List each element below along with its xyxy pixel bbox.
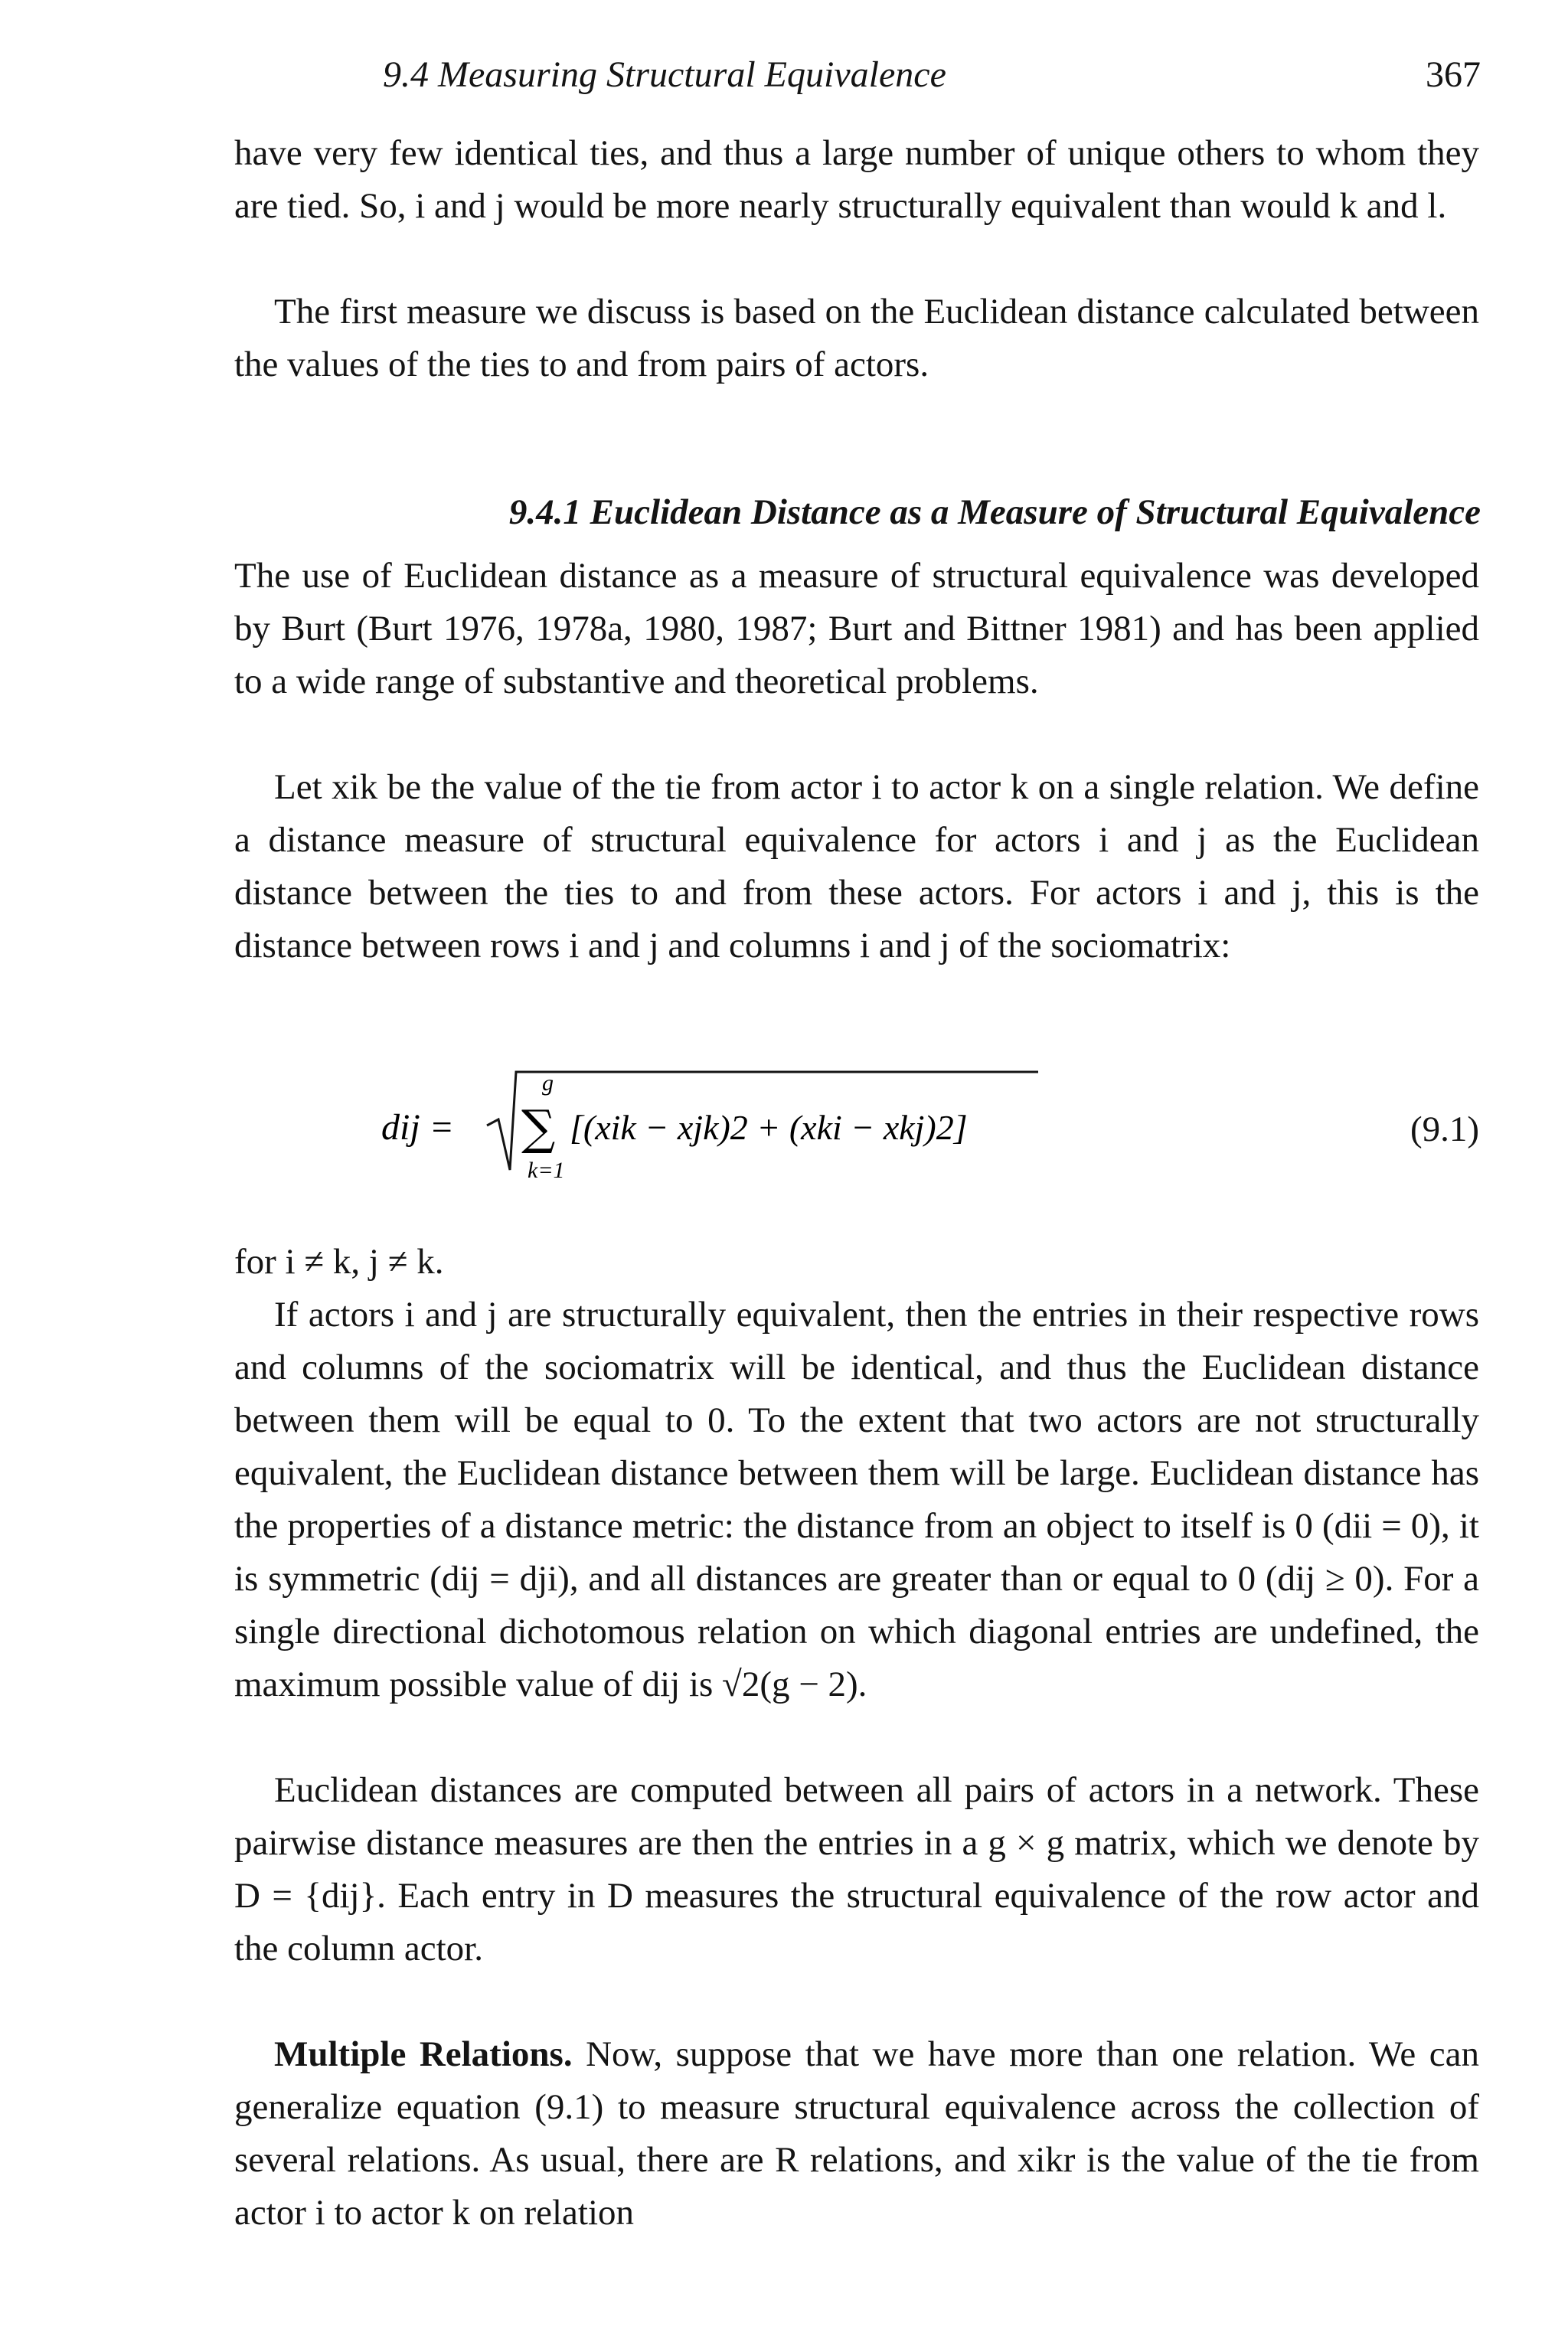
equation-body: [(xik − xjk)2 + (xki − xkj)2] xyxy=(570,1108,968,1147)
paragraph-multiple-relations xyxy=(234,2028,1479,2240)
equation-9-1 xyxy=(234,1049,1479,1225)
equation-formula xyxy=(234,1049,1306,1225)
equation-number: (9.1) xyxy=(1410,1109,1479,1149)
page-header xyxy=(383,54,1481,100)
paragraph-distance-matrix: Euclidean distances are computed between all pairs of actors in a network. These pairwise distance measures are then the entries in a g × g matrix, which we denote by D = {dij}. Each entry in D measures the structural equivalence of the row actor and the column actor. xyxy=(234,1770,1479,1968)
sigma-symbol: ∑ xyxy=(521,1099,556,1155)
sum-lower-limit: k=1 xyxy=(528,1158,565,1183)
paragraph-burt: The use of Euclidean distance as a measure of structural equivalence was developed by Burt (Burt 1976, 1978a, 1980, 1987; Burt and Bittner 1981) and has been applied to a wide range of substantive and theoretical problems. xyxy=(234,556,1479,701)
page-number: 367 xyxy=(1426,54,1481,95)
paragraph-definition: Let xik be the value of the tie from actor i to actor k on a single relation. We define a distance measure of structural equivalence for actors i and j as the Euclidean distance between the ties to and from these actors. For actors i and j, this is the distance between rows i and j and columns i and j of the sociomatrix: xyxy=(234,767,1479,965)
multiple-relations-text: Now, suppose that we have more than one relation. We can generalize equation (9.1) to measure structural equivalence across the collection of several relations. As usual, there are R relations, and xikr is the value of the tie from actor i to actor k on relation xyxy=(234,2034,1480,2233)
equation-lhs: dij = xyxy=(381,1107,455,1148)
paragraph-continuation: have very few identical ties, and thus a large number of unique others to whom they are tied. So, i and j would be more nearly structurally equivalent than would k and l. xyxy=(234,133,1479,226)
condition-line: for i ≠ k, j ≠ k. xyxy=(234,1242,444,1282)
paragraph-properties: If actors i and j are structurally equivalent, then the entries in their respective rows and columns of the sociomatrix will be identical, and thus the Euclidean distance between them will be equal to 0. To the extent that two actors are not structurally equivalent, the Euclidean distance between them will be large. Euclidean distance has the properties of a distance metric: the distance from an object to itself is 0 (dii = 0), it is symmetric (dij = dji), and all distances are greater than or equal to 0 (dij ≥ 0). For a single directional dichotomous relation on which diagonal entries are undefined, the maximum possible value of dij is √2(g − 2). xyxy=(234,1295,1479,1704)
running-head: 9.4 Measuring Structural Equivalence xyxy=(383,54,946,95)
section-heading: 9.4.1 Euclidean Distance as a Measure of Structural Equivalence xyxy=(508,492,1481,532)
sum-upper-limit: g xyxy=(542,1070,554,1096)
run-in-heading: Multiple Relations. xyxy=(274,2034,573,2074)
paragraph-intro-measure: The first measure we discuss is based on the Euclidean distance calculated between the values of the ties to and from pairs of actors. xyxy=(234,292,1479,384)
